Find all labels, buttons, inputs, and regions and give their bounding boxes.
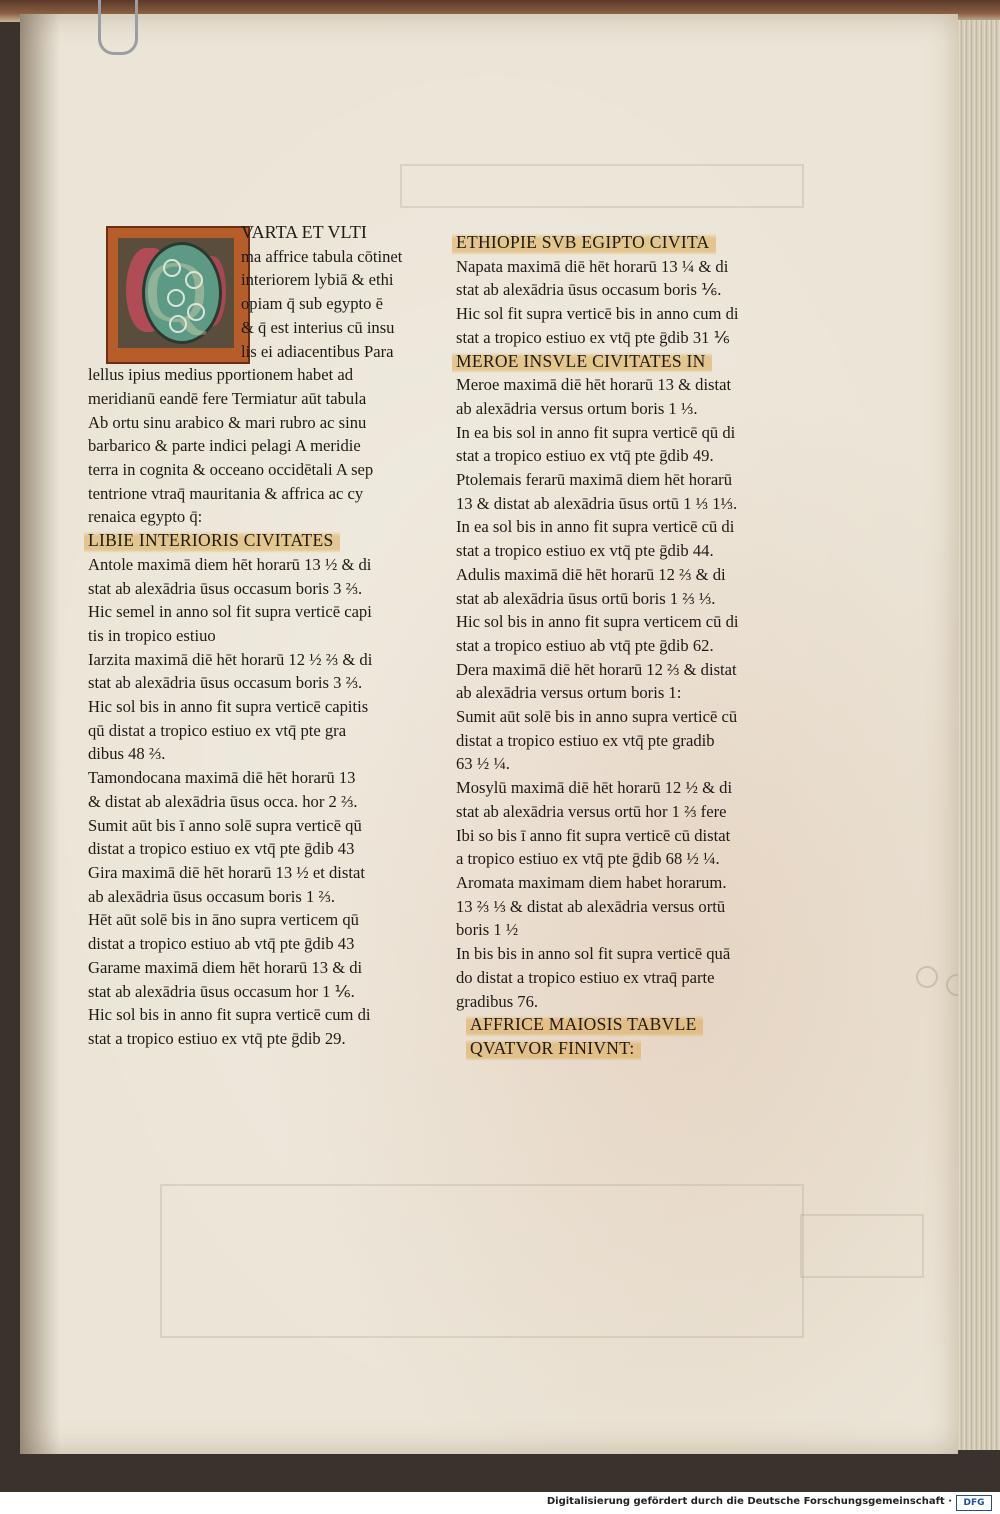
text-line: stat a tropico estiuo ex vtq̄ pte ḡdib 29. bbox=[88, 1028, 346, 1048]
intro-paragraph bbox=[88, 221, 402, 529]
text-line: 63 ½ ¼. bbox=[456, 754, 510, 774]
dfg-logo-icon: DFG bbox=[956, 1495, 992, 1511]
text-line: Sumit aūt bis ī anno solē supra verticē qū bbox=[88, 815, 362, 835]
text-line: qū distat a tropico estiuo ex vtq̄ pte gra bbox=[88, 720, 347, 740]
closing-heading: AFFRICE MAIOSIS TABVLE bbox=[466, 1013, 703, 1037]
text-line: stat ab alexādria ūsus ortū boris 1 ⅔ ⅓. bbox=[456, 588, 716, 608]
show-through-ring bbox=[916, 966, 938, 988]
text-line: 13 & distat ab alexādria ūsus ortū 1 ⅓ 1⅓. bbox=[456, 493, 738, 513]
text-line: Hic sol bis in anno fit supra verticē cum di bbox=[88, 1005, 371, 1025]
text-line: barbarico & parte indici pelagi A meridie bbox=[88, 436, 361, 456]
text-line: & q̄ est interius cū insu bbox=[241, 317, 395, 337]
text-line: stat ab alexādria ūsus occasum boris ⅙. bbox=[456, 280, 722, 300]
text-line: Tamondocana maximā diē hēt horarū 13 bbox=[88, 768, 356, 788]
text-line: lellus ipius medius pportionem habet ad bbox=[88, 365, 353, 385]
text-line: Meroe maximā diē hēt horarū 13 & distat bbox=[456, 375, 732, 395]
text-line: ma affrice tabula cōtinet bbox=[241, 246, 403, 266]
paper-clip-icon bbox=[98, 0, 138, 55]
text-line: Hic sol bis in anno fit supra verticem cū di bbox=[456, 612, 739, 632]
text-line: ab alexādria versus ortum boris 1: bbox=[456, 683, 682, 703]
text-line: Adulis maximā diē hēt horarū 12 ⅔ & di bbox=[456, 564, 726, 584]
page-stack-edge bbox=[958, 20, 1000, 1450]
text-line: Mosylū maximā diē hēt horarū 12 ½ & di bbox=[456, 778, 733, 798]
initial-letter: Q bbox=[144, 244, 208, 341]
text-line: Ab ortu sinu arabico & mari rubro ac sinu bbox=[88, 412, 367, 432]
text-line: a tropico estiuo ex vtq̄ pte ḡdib 68 ½ ¼. bbox=[456, 849, 720, 869]
text-line: Aromata maximam diem habet horarum. bbox=[456, 872, 727, 892]
section-heading: ETHIOPIE SVB EGIPTO CIVITA bbox=[452, 231, 716, 255]
text-line: Napata maximā diē hēt horarū 13 ¼ & di bbox=[456, 256, 729, 276]
gutter-shadow bbox=[20, 14, 60, 1454]
text-line: dibus 48 ⅔. bbox=[88, 744, 166, 764]
text-line: interiorem lybiā & ethi bbox=[241, 270, 394, 290]
show-through-map-frame bbox=[160, 1184, 804, 1338]
text-line: distat a tropico estiuo ab vtq̄ pte ḡdib 43 bbox=[88, 934, 355, 954]
text-line: Dera maximā diē hēt horarū 12 ⅔ & distat bbox=[456, 659, 737, 679]
text-line: Hic sol fit supra verticē bis in anno cum di bbox=[456, 304, 739, 324]
text-line: renaica egypto q̄: bbox=[88, 507, 203, 527]
text-line: boris 1 ½ bbox=[456, 920, 519, 940]
text-line: lis ei adiacentibus Para bbox=[241, 341, 394, 361]
text-line: stat a tropico estiuo ex vtq̄ pte ḡdib 31 ⅙ bbox=[456, 327, 730, 347]
text-line: opiam q̄ sub egypto ē bbox=[241, 294, 383, 314]
footer-credit: Digitalisierung gefördert durch die Deutsche Forschungsgemeinschaft · bbox=[546, 1496, 952, 1507]
text-line: tis in tropico estiuo bbox=[88, 625, 216, 645]
text-line: ab alexādria versus ortum boris 1 ⅓. bbox=[456, 398, 698, 418]
closing-heading: QVATVOR FINIVNT: bbox=[466, 1037, 641, 1061]
text-line: Ptolemais ferarū maximā diem hēt horarū bbox=[456, 470, 733, 490]
show-through-box bbox=[800, 1214, 924, 1278]
text-line: 13 ⅔ ⅓ & distat ab alexādria versus ortū bbox=[456, 896, 726, 916]
text-line: In ea sol bis in anno fit supra verticē cū di bbox=[456, 517, 735, 537]
show-through-header bbox=[400, 164, 804, 208]
text-line: Ibi so bis ī anno fit supra verticē cū distat bbox=[456, 825, 731, 845]
section-heading: LIBIE INTERIORIS CIVITATES bbox=[84, 529, 340, 553]
text-line: terra in cognita & occeano occidētali A sep bbox=[88, 460, 374, 480]
section-heading: MEROE INSVLE CIVITATES IN bbox=[452, 350, 712, 374]
left-column bbox=[88, 221, 402, 1051]
text-line: stat ab alexādria versus ortū hor 1 ⅔ fere bbox=[456, 801, 727, 821]
text-line: meridianū eandē fere Termiatur aūt tabula bbox=[88, 388, 367, 408]
text-line: gradibus 76. bbox=[456, 991, 539, 1011]
text-line: stat a tropico estiuo ex vtq̄ pte ḡdib 49. bbox=[456, 446, 714, 466]
text-line: Hēt aūt solē bis in āno supra verticem qū bbox=[88, 910, 359, 930]
text-line: stat a tropico estiuo ex vtq̄ pte ḡdib 44. bbox=[456, 541, 714, 561]
text-line: & distat ab alexādria ūsus occa. hor 2 ⅔. bbox=[88, 791, 358, 811]
text-line: distat a tropico estiuo ex vtq̄ pte gradib bbox=[456, 730, 715, 750]
text-line: do distat a tropico estiuo ex vtraq̄ parte bbox=[456, 967, 715, 987]
text-line: Iarzita maximā diē hēt horarū 12 ½ ⅔ & di bbox=[88, 649, 373, 669]
text-line: In ea bis sol in anno fit supra verticē qū di bbox=[456, 422, 736, 442]
text-line: ab alexādria ūsus occasum boris 1 ⅔. bbox=[88, 886, 335, 906]
text-line: Hic sol bis in anno fit supra verticē capitis bbox=[88, 697, 369, 717]
right-column bbox=[456, 231, 739, 1061]
text-line: Garame maximā diem hēt horarū 13 & di bbox=[88, 957, 363, 977]
text-line: Hic semel in anno sol fit supra verticē capi bbox=[88, 602, 372, 622]
text-line: tentrione vtraq̄ mauritania & affrica ac cy bbox=[88, 483, 364, 503]
text-line: stat a tropico estiuo ab vtq̄ pte ḡdib 62. bbox=[456, 635, 714, 655]
text-line: VARTA ET VLTI bbox=[241, 222, 367, 242]
text-line: stat ab alexādria ūsus occasum boris 3 ⅔. bbox=[88, 578, 363, 598]
text-line: stat ab alexādria ūsus occasum hor 1 ⅙. bbox=[88, 981, 355, 1001]
text-line: Gira maximā diē hēt horarū 13 ½ et distat bbox=[88, 862, 365, 882]
text-line: Sumit aūt solē bis in anno supra verticē cū bbox=[456, 707, 738, 727]
text-line: stat ab alexādria ūsus occasum boris 3 ⅔. bbox=[88, 673, 363, 693]
text-line: distat a tropico estiuo ex vtq̄ pte ḡdib 43 bbox=[88, 839, 355, 859]
text-line: Antole maximā diem hēt horarū 13 ½ & di bbox=[88, 554, 372, 574]
text-line: In bis bis in anno sol fit supra verticē quā bbox=[456, 944, 731, 964]
